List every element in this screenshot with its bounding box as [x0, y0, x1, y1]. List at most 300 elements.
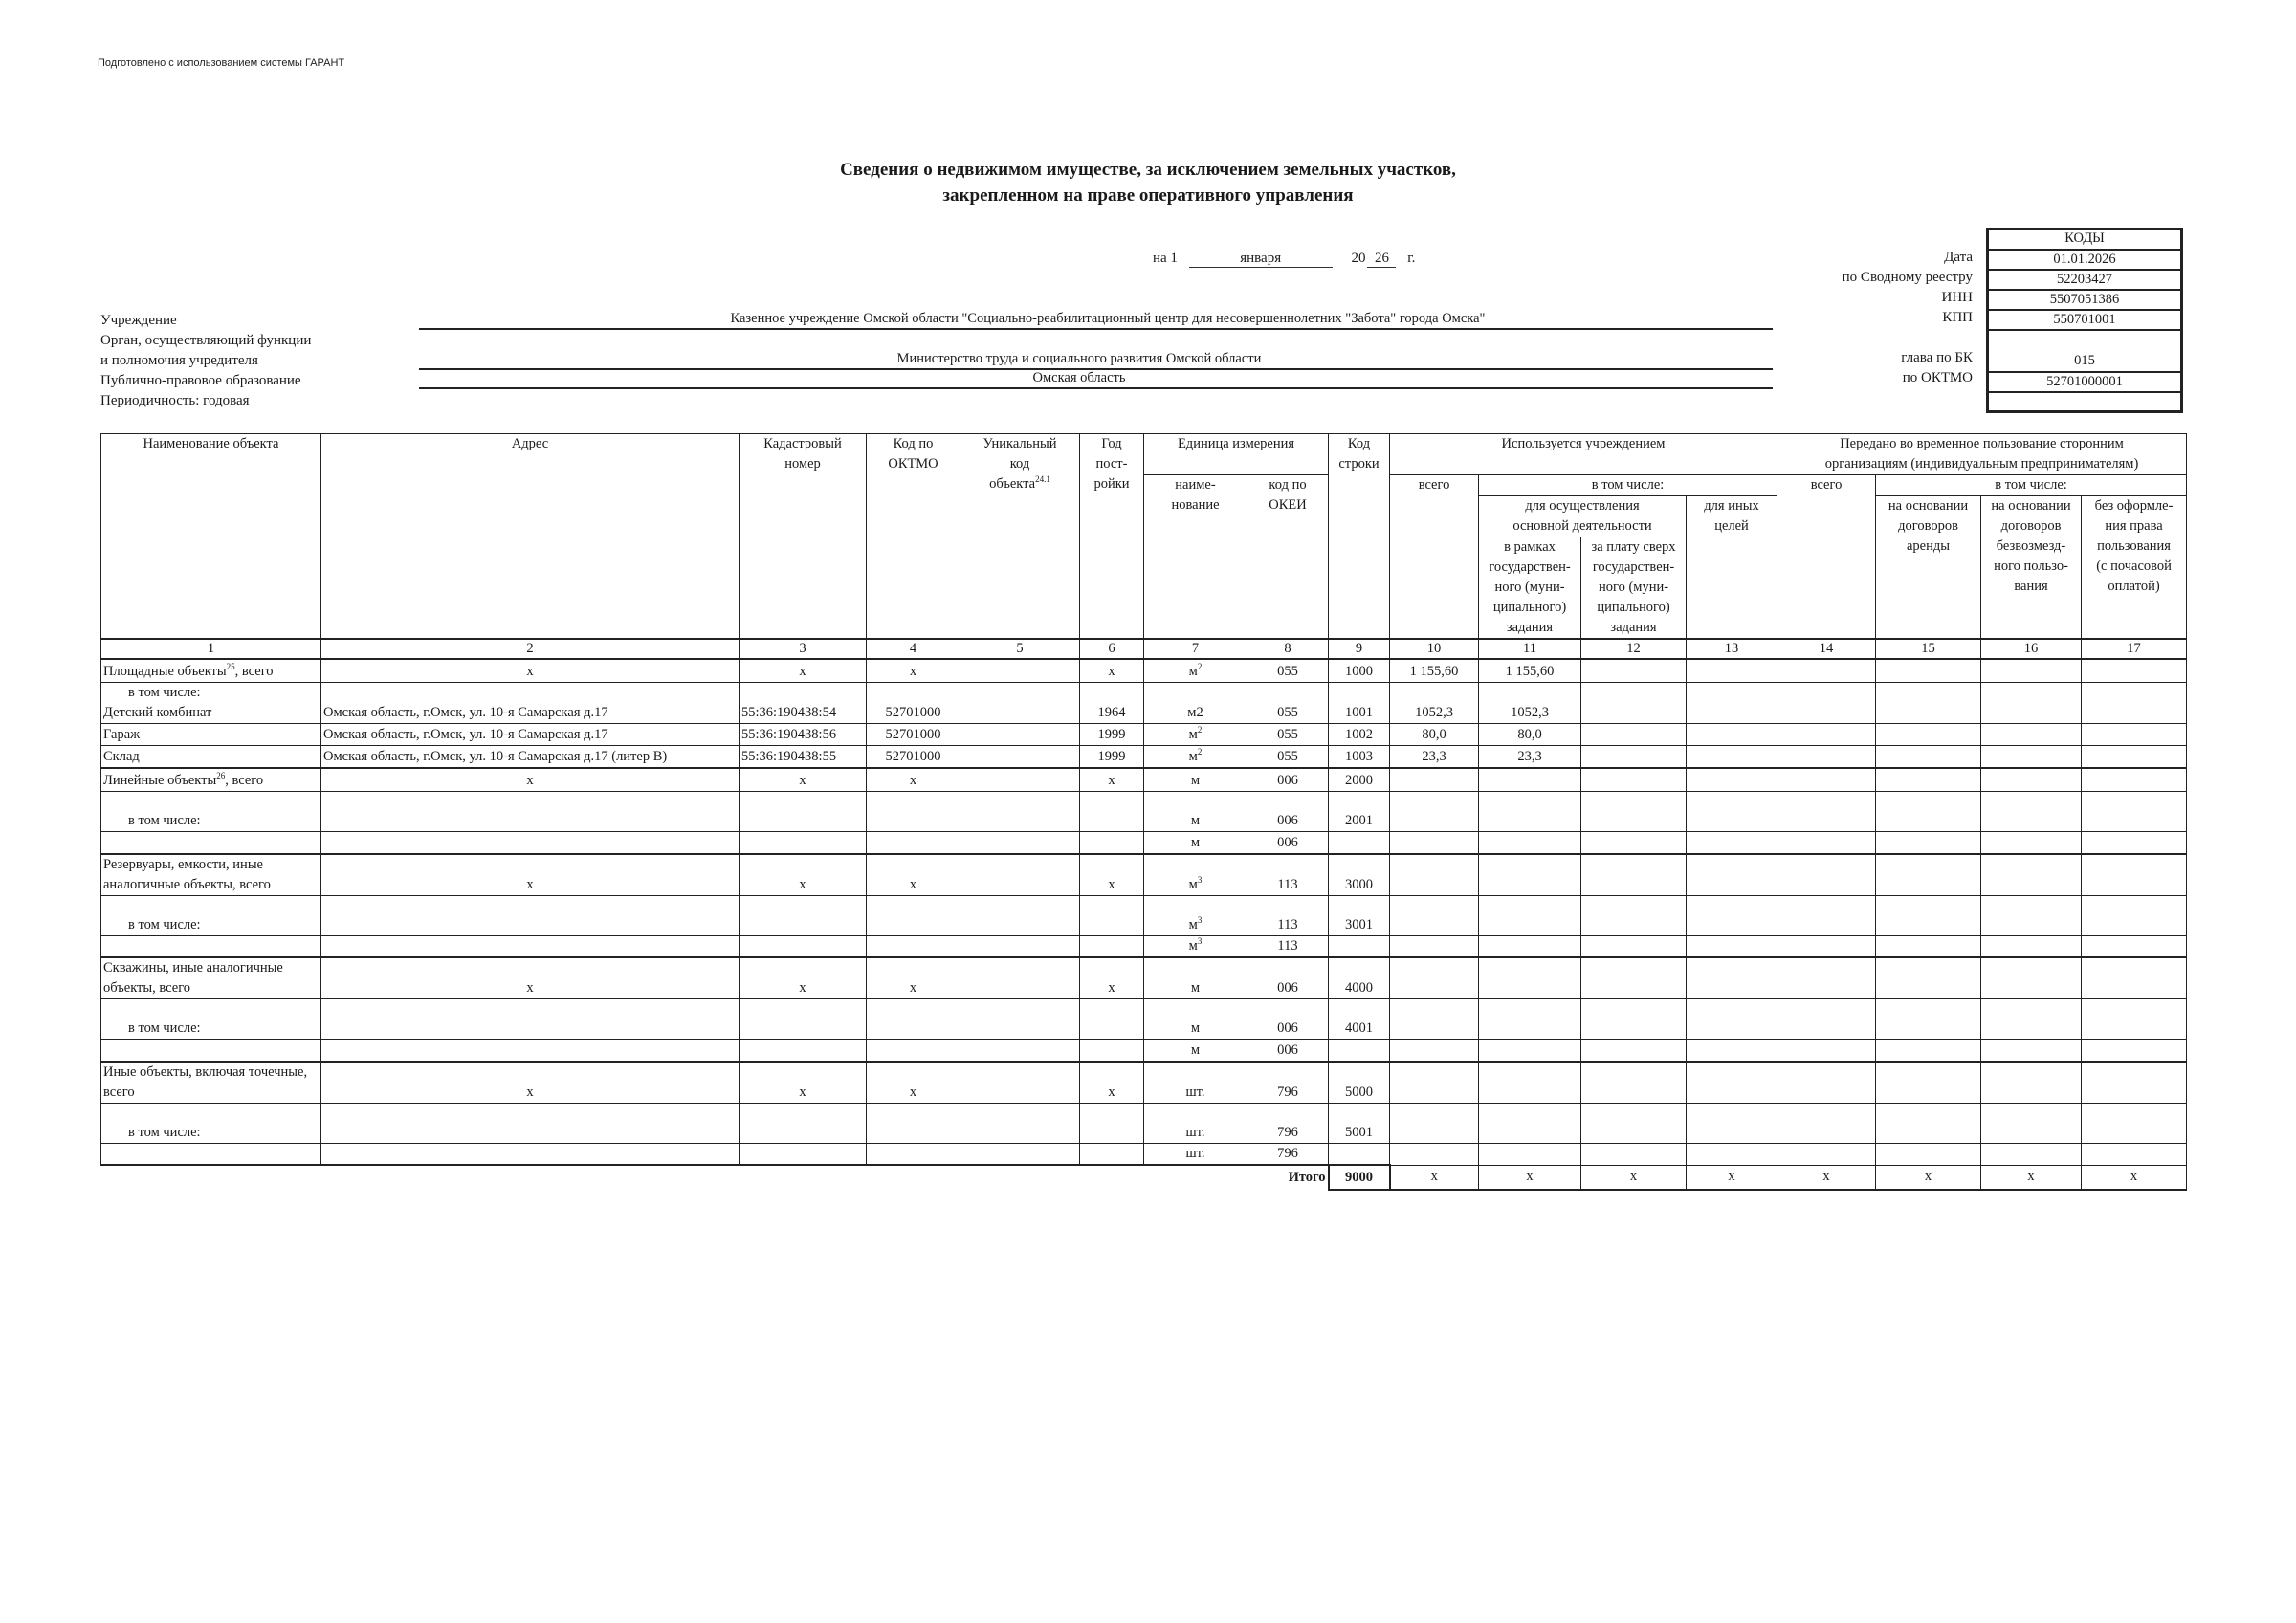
- value-col-10: [1390, 1040, 1479, 1062]
- th-free-l2: договоров: [2000, 518, 2062, 534]
- value-col-12: [1581, 832, 1687, 854]
- table-row: [101, 957, 2187, 999]
- value-col-15: [1876, 768, 1981, 792]
- value-col-13: [1687, 957, 1777, 999]
- value-col-11: [1479, 999, 1581, 1040]
- cadastral-cell: x: [740, 854, 867, 896]
- address-cell: [321, 895, 740, 935]
- value-col-10: [1390, 792, 1479, 832]
- th-transferred-l2: организациям (индивидуальным предпринимателям): [1824, 456, 2139, 472]
- year-cell: x: [1080, 854, 1144, 896]
- value-col-15: [1876, 895, 1981, 935]
- unit-name: м: [1188, 876, 1198, 892]
- incl-label: в том числе:: [128, 1020, 201, 1036]
- th-unique-l2: код: [1009, 456, 1030, 472]
- value-col-10: [1390, 1062, 1479, 1104]
- unit-power: 3: [1197, 936, 1203, 947]
- oktmo-cell: [867, 1103, 960, 1143]
- unit-name: м: [1190, 1020, 1201, 1036]
- th-free-l4: ного пользо-: [1994, 559, 2068, 574]
- th-transferred-l1: Передано во временное пользование сторонним: [1840, 436, 2124, 451]
- value-col-13: [1687, 854, 1777, 896]
- date-year: 26: [1367, 251, 1396, 268]
- oktmo-cell: x: [867, 854, 960, 896]
- value-col-13: [1687, 746, 1777, 768]
- unique-code-cell: [960, 832, 1080, 854]
- incl-label: в том числе:: [128, 813, 201, 828]
- table-row: [101, 895, 2187, 935]
- value-col-16: [1981, 1062, 2082, 1104]
- total-value-col-12: x: [1581, 1165, 1687, 1190]
- unit-name-cell: [1144, 1062, 1247, 1104]
- th-noformal-l4: (с почасовой: [2096, 559, 2172, 574]
- cadastral-cell: [740, 1040, 867, 1062]
- codes-label-bk: глава по БК: [1901, 350, 1973, 365]
- object-name-cell: [101, 895, 321, 935]
- th-free-l5: вания: [2014, 579, 2048, 594]
- column-number-16: 16: [1981, 639, 2082, 659]
- unit-name: шт.: [1185, 1146, 1205, 1161]
- object-name-text: Площадные объекты: [103, 664, 227, 679]
- cadastral-cell: [740, 792, 867, 832]
- th-unitname-l2: нование: [1171, 497, 1220, 513]
- th-main-l2: основной деятельности: [1512, 518, 1652, 534]
- column-number-4: 4: [867, 639, 960, 659]
- footnote-ref: 25: [226, 662, 235, 672]
- th-tr-incl-text: в том числе:: [1995, 477, 2067, 493]
- value-col-13: [1687, 1143, 1777, 1165]
- object-name-cell: [101, 935, 321, 957]
- address-cell: Омская область, г.Омск, ул. 10-я Самарская д.17 (литер В): [321, 746, 740, 768]
- oktmo-cell: x: [867, 957, 960, 999]
- th-state-l5: задания: [1506, 620, 1554, 635]
- value-col-12: [1581, 935, 1687, 957]
- th-year-l1: Год: [1101, 436, 1122, 451]
- th-used-other: [1687, 496, 1777, 639]
- unit-name-cell: [1144, 1103, 1247, 1143]
- value-col-12: [1581, 999, 1687, 1040]
- value-col-15: [1876, 935, 1981, 957]
- column-number-5: 5: [960, 639, 1080, 659]
- value-col-14: [1777, 746, 1876, 768]
- object-name: [103, 703, 319, 723]
- th-unit-text: Единица измерения: [1177, 436, 1295, 451]
- okei-cell: 055: [1247, 746, 1329, 768]
- value-col-14: [1777, 792, 1876, 832]
- row-code-cell: [1329, 832, 1390, 854]
- unit-name-cell: [1144, 935, 1247, 957]
- object-name-text: Детский комбинат: [103, 705, 212, 720]
- object-name-cell: [101, 832, 321, 854]
- value-col-15: [1876, 683, 1981, 724]
- value-col-10: 1 155,60: [1390, 659, 1479, 683]
- founder-field: [419, 351, 1773, 370]
- value-col-17: [2082, 659, 2187, 683]
- column-number-11: 11: [1479, 639, 1581, 659]
- th-used-incl-text: в том числе:: [1591, 477, 1665, 493]
- th-paid-l4: ципального): [1597, 600, 1670, 615]
- value-col-11: [1479, 854, 1581, 896]
- oktmo-cell: [867, 792, 960, 832]
- value-col-14: [1777, 659, 1876, 683]
- value-col-13: [1687, 832, 1777, 854]
- th-row-code: [1329, 434, 1390, 639]
- institution-value: Казенное учреждение Омской области "Социально-реабилитационный центр для несовершеннолетних "Забота" города Омска": [730, 311, 1486, 326]
- value-col-14: [1777, 935, 1876, 957]
- th-paid-l3: ного (муни-: [1598, 580, 1669, 595]
- total-value-col-10: x: [1390, 1165, 1479, 1190]
- value-col-17: [2082, 1103, 2187, 1143]
- year-cell: 1964: [1080, 683, 1144, 724]
- th-noformal-l2: ния права: [2105, 518, 2163, 534]
- okei-cell: 006: [1247, 792, 1329, 832]
- value-col-15: [1876, 792, 1981, 832]
- th-state-l3: ного (муни-: [1494, 580, 1565, 595]
- title-line-2: закрепленном на праве оперативного управления: [942, 186, 1354, 206]
- unit-name-cell: [1144, 1040, 1247, 1062]
- okei-cell: 055: [1247, 659, 1329, 683]
- object-name-cell: [101, 724, 321, 746]
- column-number-10: 10: [1390, 639, 1479, 659]
- okei-cell: 006: [1247, 999, 1329, 1040]
- code-oktmo: 52701000001: [1989, 373, 2180, 393]
- th-lease-l2: договоров: [1898, 518, 1958, 534]
- unit-name: м: [1190, 773, 1201, 788]
- th-cadastral: [740, 434, 867, 639]
- okei-cell: 006: [1247, 1040, 1329, 1062]
- table-row: [101, 683, 2187, 724]
- total-value-col-16: x: [1981, 1165, 2082, 1190]
- th-oktmo: [867, 434, 960, 639]
- okei-cell: 055: [1247, 683, 1329, 724]
- value-col-14: [1777, 895, 1876, 935]
- cadastral-cell: x: [740, 1062, 867, 1104]
- th-state-l1: в рамках: [1504, 539, 1556, 555]
- address-cell: x: [321, 659, 740, 683]
- total-label: Итого: [101, 1165, 1329, 1190]
- object-name: [103, 725, 319, 745]
- th-used-by-text: Используется учреждением: [1501, 436, 1666, 451]
- garant-watermark: Подготовлено с использованием системы ГАРАНТ: [98, 57, 345, 69]
- row-code-cell: 4001: [1329, 999, 1390, 1040]
- address-cell: [321, 792, 740, 832]
- value-col-17: [2082, 854, 2187, 896]
- unit-name: м: [1188, 748, 1198, 764]
- value-col-17: [2082, 724, 2187, 746]
- unit-name-cell: [1144, 854, 1247, 896]
- column-number-8: 8: [1247, 639, 1329, 659]
- year-cell: x: [1080, 1062, 1144, 1104]
- oktmo-cell: 52701000: [867, 683, 960, 724]
- value-col-11: [1479, 792, 1581, 832]
- value-col-14: [1777, 768, 1876, 792]
- th-state-l4: ципального): [1492, 600, 1567, 615]
- value-col-13: [1687, 659, 1777, 683]
- th-oktmo-l2: ОКТМО: [888, 456, 938, 472]
- unit-name: шт.: [1185, 1084, 1205, 1100]
- value-col-12: [1581, 683, 1687, 724]
- column-number-6: 6: [1080, 639, 1144, 659]
- address-cell: x: [321, 854, 740, 896]
- total-code: 9000: [1329, 1165, 1390, 1190]
- periodicity-label: Периодичность: годовая: [100, 393, 250, 408]
- th-unitname-l1: наиме-: [1175, 477, 1216, 493]
- th-tr-free: [1981, 496, 2082, 639]
- th-used-total-text: всего: [1418, 477, 1450, 493]
- value-col-17: [2082, 1040, 2187, 1062]
- object-name: [103, 855, 319, 895]
- value-col-12: [1581, 1040, 1687, 1062]
- okei-cell: 055: [1247, 724, 1329, 746]
- oktmo-cell: 52701000: [867, 746, 960, 768]
- address-cell: [321, 1040, 740, 1062]
- object-name-text: Гараж: [103, 727, 141, 742]
- th-paid-l5: задания: [1610, 620, 1657, 635]
- date-prefix: на 1: [1153, 251, 1178, 266]
- unit-name-cell: [1144, 1143, 1247, 1165]
- table-row: [101, 1062, 2187, 1104]
- codes-label-inn: ИНН: [1941, 290, 1973, 305]
- table-row: [101, 1040, 2187, 1062]
- address-cell: Омская область, г.Омск, ул. 10-я Самарская д.17: [321, 683, 740, 724]
- unit-name: м2: [1187, 705, 1203, 720]
- code-empty: [1989, 393, 2180, 410]
- value-col-15: [1876, 724, 1981, 746]
- value-col-15: [1876, 999, 1981, 1040]
- value-col-16: [1981, 1103, 2082, 1143]
- unit-name-cell: [1144, 659, 1247, 683]
- object-name-text: Склад: [103, 748, 140, 764]
- value-col-13: [1687, 1040, 1777, 1062]
- address-cell: x: [321, 768, 740, 792]
- oktmo-cell: [867, 832, 960, 854]
- row-code-cell: 5001: [1329, 1103, 1390, 1143]
- table-row: [101, 792, 2187, 832]
- founder-label-2: и полномочия учредителя: [100, 353, 258, 368]
- cadastral-cell: [740, 832, 867, 854]
- row-code-cell: 2000: [1329, 768, 1390, 792]
- unique-code-cell: [960, 895, 1080, 935]
- total-value-col-13: x: [1687, 1165, 1777, 1190]
- value-col-15: [1876, 957, 1981, 999]
- value-col-14: [1777, 832, 1876, 854]
- value-col-14: [1777, 999, 1876, 1040]
- oktmo-cell: [867, 999, 960, 1040]
- year-cell: [1080, 792, 1144, 832]
- oktmo-cell: [867, 1143, 960, 1165]
- object-name: [103, 747, 319, 767]
- value-col-11: [1479, 1062, 1581, 1104]
- th-paid-l1: за плату сверх: [1591, 539, 1676, 555]
- unique-code-cell: [960, 1062, 1080, 1104]
- value-col-13: [1687, 683, 1777, 724]
- column-number-17: 17: [2082, 639, 2187, 659]
- unit-name: шт.: [1185, 1124, 1205, 1140]
- object-name-text: Линейные объекты: [103, 773, 217, 788]
- object-name-cell: [101, 1062, 321, 1104]
- th-tr-total: [1777, 475, 1876, 639]
- value-col-10: 1052,3: [1390, 683, 1479, 724]
- address-cell: [321, 1143, 740, 1165]
- th-unit-name: [1144, 475, 1247, 639]
- unit-name-cell: [1144, 768, 1247, 792]
- year-cell: [1080, 832, 1144, 854]
- row-code-cell: 2001: [1329, 792, 1390, 832]
- table-row: [101, 724, 2187, 746]
- th-oktmo-l1: Код по: [893, 436, 934, 451]
- value-col-13: [1687, 768, 1777, 792]
- date-month: января: [1189, 251, 1333, 268]
- cadastral-cell: [740, 999, 867, 1040]
- value-col-14: [1777, 1103, 1876, 1143]
- value-col-14: [1777, 1062, 1876, 1104]
- th-noformal-l5: оплатой): [2108, 579, 2160, 594]
- value-col-17: [2082, 746, 2187, 768]
- value-col-14: [1777, 1040, 1876, 1062]
- unit-name-cell: [1144, 792, 1247, 832]
- value-col-10: [1390, 895, 1479, 935]
- institution-field: [419, 311, 1773, 330]
- title-line-1: Сведения о недвижимом имуществе, за исключением земельных участков,: [840, 160, 1456, 180]
- column-number-15: 15: [1876, 639, 1981, 659]
- value-col-12: [1581, 659, 1687, 683]
- value-col-17: [2082, 832, 2187, 854]
- cadastral-cell: [740, 1143, 867, 1165]
- value-col-12: [1581, 957, 1687, 999]
- th-unique-l1: Уникальный: [982, 436, 1057, 451]
- value-col-16: [1981, 1040, 2082, 1062]
- unique-code-cell: [960, 1143, 1080, 1165]
- unit-name-cell: [1144, 724, 1247, 746]
- unit-power: 2: [1197, 662, 1203, 672]
- th-name: [101, 434, 321, 639]
- value-col-14: [1777, 724, 1876, 746]
- year-cell: [1080, 1143, 1144, 1165]
- value-col-15: [1876, 1062, 1981, 1104]
- value-col-11: [1479, 1143, 1581, 1165]
- value-col-16: [1981, 792, 2082, 832]
- unique-code-cell: [960, 724, 1080, 746]
- object-name-suffix: , всего: [234, 664, 274, 679]
- unit-name-cell: [1144, 746, 1247, 768]
- oktmo-cell: x: [867, 768, 960, 792]
- unique-code-cell: [960, 746, 1080, 768]
- unique-code-cell: [960, 854, 1080, 896]
- unit-name: м: [1188, 938, 1198, 954]
- unique-code-cell: [960, 768, 1080, 792]
- column-number-3: 3: [740, 639, 867, 659]
- value-col-12: [1581, 768, 1687, 792]
- value-col-10: [1390, 768, 1479, 792]
- object-name-text: Иные объекты, включая точечные, всего: [103, 1064, 308, 1100]
- okei-cell: 006: [1247, 768, 1329, 792]
- value-col-13: [1687, 792, 1777, 832]
- th-address: [321, 434, 740, 639]
- unit-name: м: [1188, 727, 1198, 742]
- row-code-cell: 1000: [1329, 659, 1390, 683]
- value-col-11: [1479, 935, 1581, 957]
- okei-cell: 113: [1247, 935, 1329, 957]
- value-col-12: [1581, 895, 1687, 935]
- unit-name-cell: [1144, 683, 1247, 724]
- codes-label-date: Дата: [1944, 250, 1973, 265]
- value-col-16: [1981, 854, 2082, 896]
- object-name-cell: [101, 854, 321, 896]
- value-col-14: [1777, 1143, 1876, 1165]
- total-row: [101, 1165, 2187, 1190]
- row-code-cell: [1329, 935, 1390, 957]
- th-unique-code: [960, 434, 1080, 639]
- date-suffix: г.: [1407, 251, 1416, 266]
- unique-code-cell: [960, 659, 1080, 683]
- th-free-l1: на основании: [1991, 498, 2071, 514]
- value-col-17: [2082, 895, 2187, 935]
- oktmo-cell: x: [867, 659, 960, 683]
- public-entity-label: Публично-правовое образование: [100, 373, 301, 388]
- public-entity-value: Омская область: [1032, 370, 1126, 385]
- column-number-1: 1: [101, 639, 321, 659]
- report-date: [1153, 251, 1415, 268]
- table-row: [101, 746, 2187, 768]
- value-col-10: 80,0: [1390, 724, 1479, 746]
- th-state-l2: государствен-: [1489, 559, 1571, 575]
- value-col-14: [1777, 957, 1876, 999]
- th-used-incl: [1479, 475, 1777, 496]
- unit-name: м: [1190, 813, 1201, 828]
- code-date: 01.01.2026: [1989, 251, 2180, 271]
- address-cell: [321, 935, 740, 957]
- code-registry: 52203427: [1989, 271, 2180, 291]
- value-col-13: [1687, 999, 1777, 1040]
- unit-name: м: [1190, 834, 1201, 850]
- value-col-17: [2082, 957, 2187, 999]
- year-cell: [1080, 1103, 1144, 1143]
- code-bk: 015: [1989, 331, 2180, 373]
- value-col-11: [1479, 832, 1581, 854]
- th-used-by: [1390, 434, 1777, 475]
- th-tr-total-text: всего: [1810, 477, 1843, 493]
- year-cell: x: [1080, 957, 1144, 999]
- value-col-11: [1479, 1103, 1581, 1143]
- year-cell: [1080, 999, 1144, 1040]
- total-value-col-11: x: [1479, 1165, 1581, 1190]
- th-noformal-l1: без оформле-: [2094, 498, 2174, 514]
- th-rowcode-l2: строки: [1338, 456, 1380, 472]
- value-col-16: [1981, 724, 2082, 746]
- okei-cell: 796: [1247, 1143, 1329, 1165]
- object-name-cell: [101, 746, 321, 768]
- value-col-10: [1390, 999, 1479, 1040]
- th-okei-l1: код по: [1269, 477, 1307, 493]
- year-cell: [1080, 1040, 1144, 1062]
- value-col-11: 80,0: [1479, 724, 1581, 746]
- unique-code-cell: [960, 683, 1080, 724]
- unique-code-cell: [960, 1040, 1080, 1062]
- unit-name: м: [1190, 1042, 1201, 1058]
- th-year: [1080, 434, 1144, 639]
- value-col-11: [1479, 768, 1581, 792]
- address-cell: Омская область, г.Омск, ул. 10-я Самарская д.17: [321, 724, 740, 746]
- cadastral-cell: 55:36:190438:55: [740, 746, 867, 768]
- unit-name: м: [1188, 916, 1198, 932]
- oktmo-cell: [867, 1040, 960, 1062]
- th-unit-okei: [1247, 475, 1329, 639]
- value-col-12: [1581, 854, 1687, 896]
- th-tr-lease: [1876, 496, 1981, 639]
- th-other-l1: для иных: [1704, 498, 1759, 514]
- address-cell: [321, 1103, 740, 1143]
- unit-power: 2: [1197, 725, 1203, 735]
